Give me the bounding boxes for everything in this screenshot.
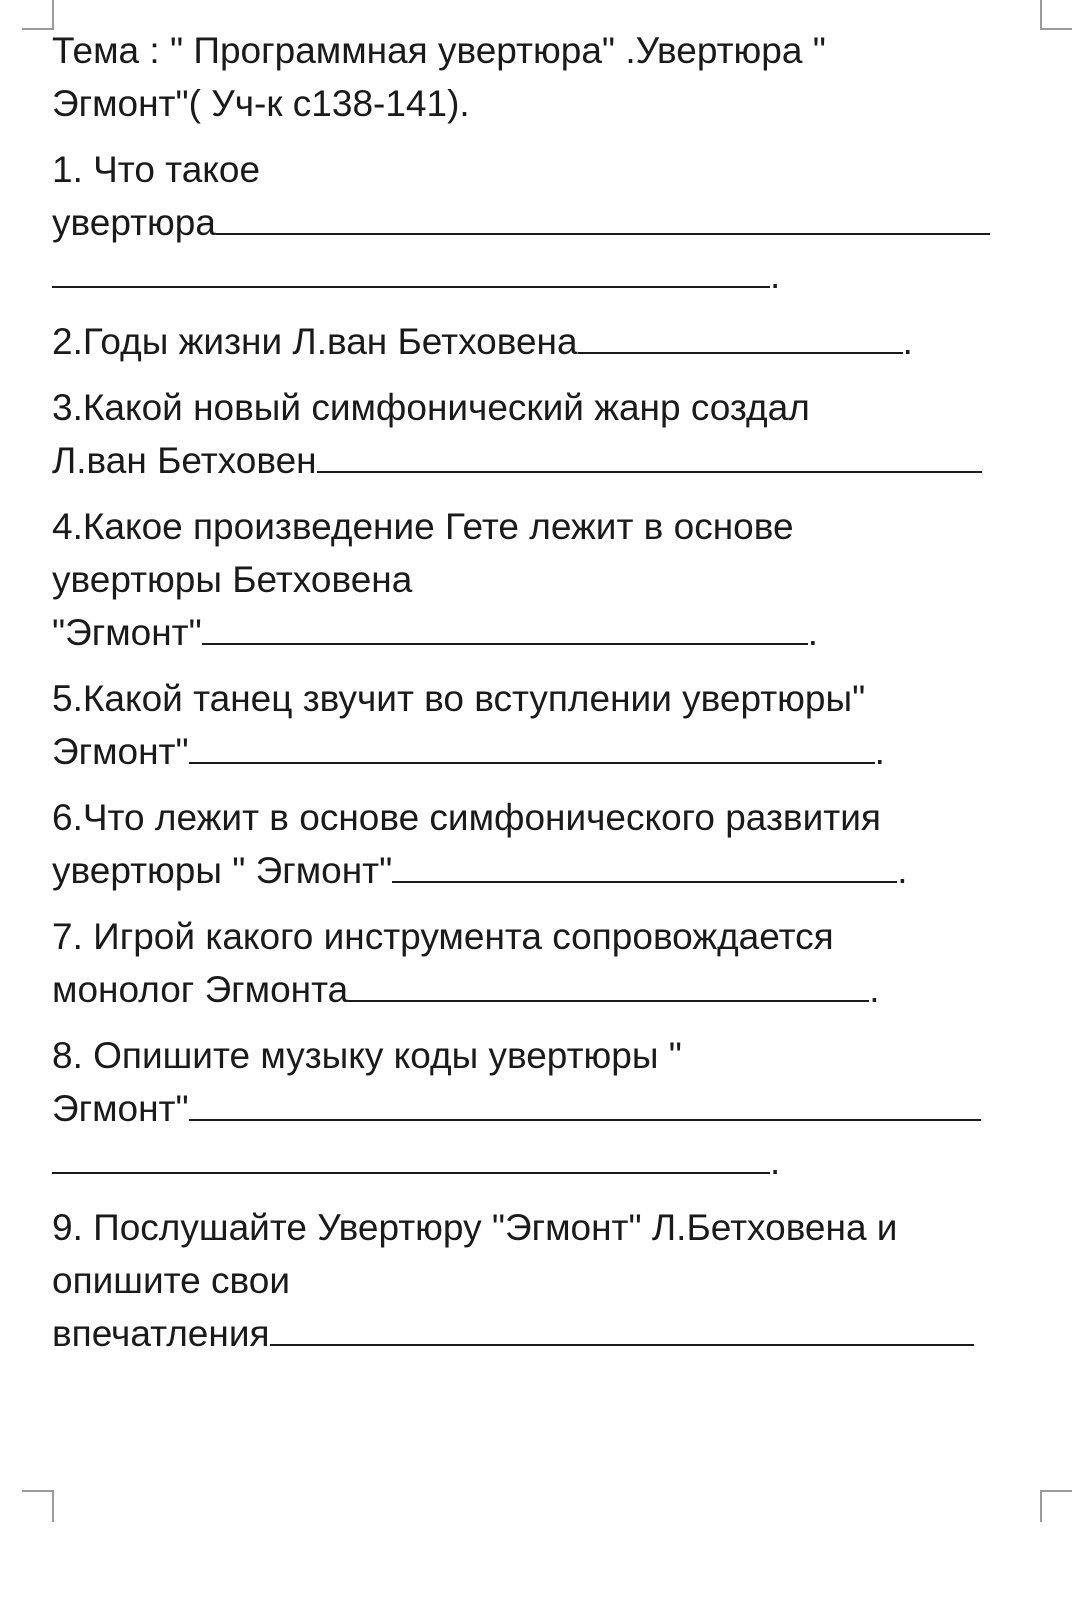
answer-blank[interactable]: [578, 316, 903, 354]
corner-mark-bottom-left: [22, 1490, 54, 1522]
question-6: [52, 791, 1027, 897]
question-4: [52, 500, 1027, 659]
end-punctuation: .: [807, 612, 819, 653]
question-text: увертюры " Эгмонт": [52, 850, 393, 891]
question-text: 9. Послушайте Увертюру "Эгмонт" Л.Бетховена и: [52, 1207, 898, 1248]
end-punctuation: .: [869, 969, 880, 1010]
corner-mark-top-left: [22, 0, 54, 30]
answer-blank[interactable]: [52, 250, 770, 288]
question-2: [52, 315, 1027, 368]
title-line-2: Эгмонт"( Уч-к с138-141).: [52, 83, 470, 124]
worksheet-document: [52, 24, 1027, 1373]
question-text: впечатления: [52, 1313, 270, 1354]
question-text: Эгмонт": [52, 731, 189, 772]
answer-blank[interactable]: [270, 1308, 974, 1346]
answer-blank[interactable]: [317, 435, 982, 473]
corner-mark-top-right: [1040, 0, 1072, 30]
question-7: [52, 910, 1027, 1016]
answer-blank[interactable]: [189, 726, 875, 764]
question-text: 7. Игрой какого инструмента сопровождается: [52, 916, 834, 957]
question-text: 3.Какой новый симфонический жанр создал: [52, 387, 810, 428]
question-text: 8. Опишите музыку коды увертюры ": [52, 1035, 682, 1076]
question-3: [52, 381, 1027, 487]
end-punctuation: .: [770, 1141, 781, 1182]
question-text: монолог Эгмонта: [52, 969, 349, 1010]
title-line-1: Тема : " Программная увертюра" .Увертюра ": [52, 30, 826, 71]
answer-blank[interactable]: [392, 845, 897, 883]
end-punctuation: .: [902, 321, 913, 362]
worksheet-title: [52, 24, 1027, 130]
question-text: 4.Какое произведение Гете лежит в основе: [52, 506, 794, 547]
corner-mark-bottom-right: [1040, 1490, 1072, 1522]
answer-blank[interactable]: [348, 964, 869, 1002]
question-text: увертюра: [52, 202, 216, 243]
end-punctuation: .: [874, 731, 885, 772]
question-text: 2.Годы жизни Л.ван Бетховена: [52, 321, 578, 362]
answer-blank[interactable]: [52, 1136, 770, 1174]
question-text: 6.Что лежит в основе симфонического развития: [52, 797, 881, 838]
question-text: 1. Что такое: [52, 149, 261, 190]
question-text: Л.ван Бетховен: [52, 440, 317, 481]
question-text: "Эгмонт": [52, 612, 202, 653]
question-text: увертюры Бетховена: [52, 559, 413, 600]
answer-blank[interactable]: [189, 1083, 981, 1121]
question-text: опишите свои: [52, 1260, 291, 1301]
question-text: Эгмонт": [52, 1088, 189, 1129]
end-punctuation: .: [770, 255, 781, 296]
end-punctuation: .: [897, 850, 908, 891]
question-9: [52, 1201, 1027, 1360]
answer-blank[interactable]: [216, 197, 990, 235]
question-5: [52, 672, 1027, 778]
question-text: 5.Какой танец звучит во вступлении увертюры": [52, 678, 866, 719]
answer-blank[interactable]: [202, 607, 808, 645]
question-1: [52, 143, 1027, 302]
question-8: [52, 1029, 1027, 1188]
